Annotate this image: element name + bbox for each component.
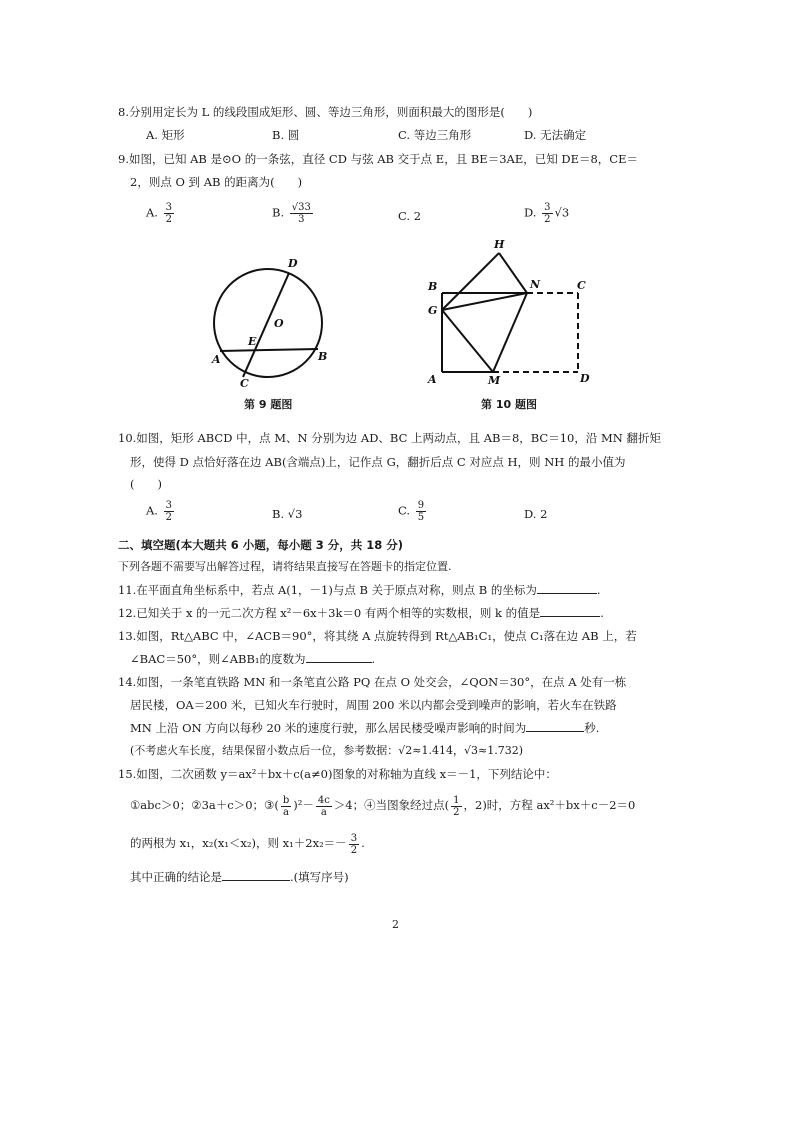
circle-o	[214, 269, 322, 377]
fig10-label-c: C	[577, 279, 586, 292]
q13-line2-text: ∠BAC＝50°，则∠ABB₁的度数为	[130, 652, 306, 666]
q15-l3-part1: 的两根为 x₁，x₂(x₁＜x₂)，则 x₁＋2x₂＝－	[130, 836, 347, 850]
fig9-label-a: A	[212, 353, 221, 366]
q13-answer-blank[interactable]	[306, 662, 372, 663]
q15-line4-text: 其中正确的结论是	[130, 870, 222, 884]
fig10-label-d: D	[580, 372, 590, 385]
q14-line1: 14.如图，一条笔直铁路 MN 和一条笔直公路 PQ 在点 O 处交会，∠QON＝30°，在点 A 处有一栋	[118, 675, 627, 689]
q10-option-c	[398, 500, 428, 523]
segment-gn	[442, 293, 527, 310]
fig10-label-b: B	[428, 280, 438, 293]
fig9-label-c: C	[240, 377, 249, 390]
q8-option-a: A. 矩形	[146, 128, 185, 142]
q13-line1: 13.如图，Rt△ABC 中，∠ACB＝90°，将其绕 A 点旋转得到 Rt△AB₁C₁，使点 C₁落在边 AB 上，若	[118, 629, 637, 643]
q9-option-a	[146, 202, 176, 225]
segment-gm	[442, 310, 493, 372]
q10-a-fraction	[164, 500, 174, 523]
q9-d-fraction	[542, 202, 552, 225]
q15-f4-num: 3	[350, 832, 358, 844]
chord-ab	[220, 349, 318, 351]
q8-option-c: C. 等边三角形	[398, 128, 472, 142]
q15-f1-den: a	[283, 806, 290, 818]
q11-answer-blank[interactable]	[537, 593, 597, 594]
q10-option-a	[146, 500, 176, 523]
figure-9-caption: 第 9 题图	[244, 398, 293, 411]
q9-line1: 9.如图，已知 AB 是⊙O 的一条弦，直径 CD 与弦 AB 交于点 E，且 BE＝3AE，已知 DE＝8，CE＝	[118, 152, 639, 166]
section2-instruction: 下列各题不需要写出解答过程，请将结果直接写在答题卡的指定位置.	[118, 560, 452, 573]
figure-10-diagram	[420, 236, 600, 386]
q15-f3-num: 1	[453, 794, 460, 806]
q15-l2-part4: ，2)时，方程 ax²＋bx＋c－2＝0	[463, 798, 636, 812]
q14-line3	[130, 720, 599, 736]
segment-gh	[442, 253, 499, 310]
q15-l2-part1: ①abc＞0；②3a＋c＞0；③(	[130, 798, 279, 812]
q9-d-den: 2	[544, 214, 551, 225]
q9-b-den: 3	[298, 214, 305, 225]
q15-fraction-3-2	[349, 833, 359, 856]
q9-a-fraction	[164, 202, 174, 225]
fig9-label-b: B	[318, 350, 328, 363]
q9-option-d	[524, 202, 569, 225]
q15-f1-num: b	[282, 794, 290, 806]
q10-a-den: 2	[165, 512, 172, 523]
q15-answer-blank[interactable]	[222, 880, 290, 881]
q15-line1: 15.如图，二次函数 y＝ax²＋bx＋c(a≠0)图象的对称轴为直线 x＝－1，下列结论中：	[118, 767, 557, 781]
figure-9-diagram	[200, 245, 340, 390]
fig10-label-g: G	[428, 304, 438, 317]
q9-a-label: A.	[146, 205, 158, 220]
q9-a-num: 3	[165, 202, 172, 213]
q8-option-d: D. 无法确定	[524, 128, 587, 142]
figure-10-caption: 第 10 题图	[481, 398, 537, 411]
q9-d-label: D.	[524, 205, 537, 220]
fig9-label-o: O	[274, 317, 284, 330]
q9-option-b	[272, 202, 315, 225]
q12-text: 12.已知关于 x 的一元二次方程 x²－6x＋3k＝0 有两个相等的实数根，则 k 的值是	[118, 606, 541, 620]
page-number: 2	[392, 918, 399, 931]
q9-a-den: 2	[165, 214, 172, 225]
q15-line3	[130, 830, 365, 856]
q13-end: .	[371, 652, 376, 666]
section2-title: 二、填空题(本大题共 6 小题，每小题 3 分，共 18 分)	[118, 538, 404, 552]
q10-c-fraction	[416, 500, 426, 523]
q12-answer-blank[interactable]	[540, 616, 600, 617]
q15-l2-part2: )²－	[293, 798, 314, 812]
q10-option-d: D. 2	[524, 507, 548, 521]
q13-line2	[130, 651, 375, 667]
q10-a-label: A.	[146, 503, 158, 518]
q15-fraction-b-a	[281, 795, 291, 818]
q11-text: 11.在平面直角坐标系中，若点 A(1，－1)与点 B 关于原点对称，则点 B 的坐标为	[118, 583, 537, 597]
fig10-label-n: N	[530, 278, 541, 291]
q14-line3-end: 秒.	[584, 721, 600, 735]
q9-b-fraction	[290, 202, 313, 225]
q15-f2-num: 4c	[317, 794, 330, 806]
q15-line4	[130, 869, 349, 885]
q14-answer-blank[interactable]	[526, 731, 584, 732]
q15-line2	[130, 792, 635, 818]
q14-line3-text: MN 上沿 ON 方向以每秒 20 米的速度行驶，那么居民楼受噪声影响的时间为	[130, 721, 527, 735]
q10-c-label: C.	[398, 503, 411, 518]
segment-hn	[499, 253, 527, 293]
q15-l3-end: .	[361, 836, 365, 850]
fig10-label-h: H	[494, 238, 505, 251]
q9-b-num: √33	[291, 202, 311, 213]
fig9-label-d: D	[288, 257, 298, 270]
q8-option-b: B. 圆	[272, 128, 300, 142]
q15-f4-den: 2	[350, 844, 358, 856]
q10-line3: ( )	[130, 477, 162, 491]
q10-a-num: 3	[165, 500, 172, 511]
fig10-label-m: M	[488, 374, 501, 386]
q10-c-den: 5	[417, 512, 425, 523]
q9-d-tail: √3	[554, 205, 570, 220]
q12	[118, 605, 604, 621]
q14-line4: (不考虑火车长度，结果保留小数点后一位，参考数据：√2≈1.414，√3≈1.732)	[130, 744, 524, 757]
q15-l2-part3: ＞4；④当图象经过点(	[333, 798, 450, 812]
q15-fraction-1-2	[451, 795, 461, 818]
q15-line4-end: .(填写序号)	[290, 870, 349, 884]
q14-line2: 居民楼，OA＝200 米，已知火车行驶时，周围 200 米以内都会受到噪声的影响，若火车在铁路	[130, 698, 617, 712]
q15-f2-den: a	[320, 806, 327, 818]
q10-c-num: 9	[417, 500, 425, 511]
q15-f3-den: 2	[453, 806, 460, 818]
q10-option-b: B. √3	[272, 507, 303, 521]
fig10-label-a: A	[428, 373, 437, 386]
q9-d-num: 3	[544, 202, 551, 213]
q9-b-label: B.	[272, 205, 285, 220]
fig9-label-e: E	[248, 335, 257, 348]
q11	[118, 582, 601, 598]
q8-stem: 8.分别用定长为 L 的线段围成矩形、圆、等边三角形，则面积最大的图形是( )	[118, 105, 533, 119]
q10-line1: 10.如图，矩形 ABCD 中，点 M、N 分别为边 AD、BC 上两动点，且 AB＝8，BC＝10，沿 MN 翻折矩	[118, 431, 662, 445]
q12-end: .	[600, 606, 604, 620]
q9-line2: 2，则点 O 到 AB 的距离为( )	[130, 175, 303, 189]
q15-fraction-4c-a	[316, 795, 332, 818]
segment-nm	[493, 293, 527, 372]
q10-line2: 形，使得 D 点恰好落在边 AB(含端点)上，记作点 G，翻折后点 C 对应点 H，则 NH 的最小值为	[130, 455, 626, 469]
q9-option-c: C. 2	[398, 209, 422, 223]
q11-end: .	[596, 583, 601, 597]
